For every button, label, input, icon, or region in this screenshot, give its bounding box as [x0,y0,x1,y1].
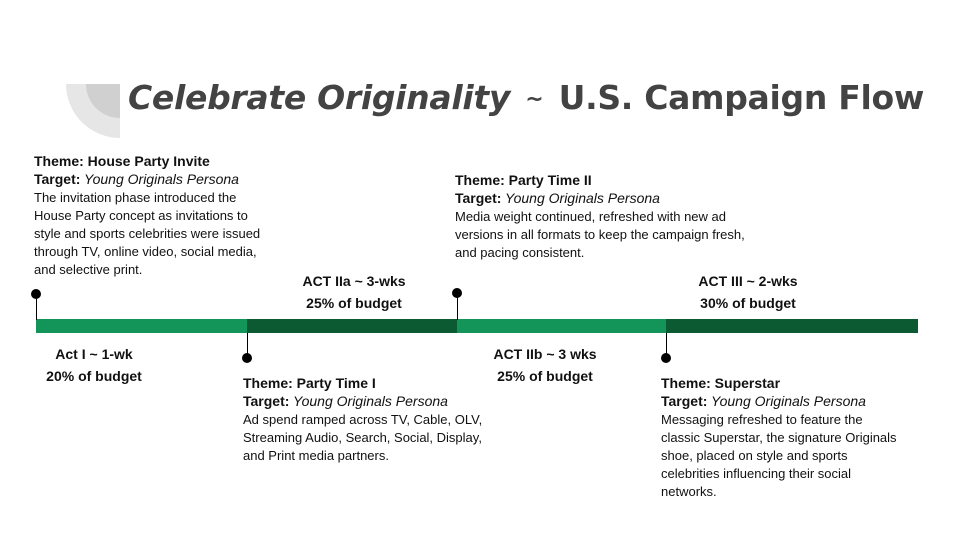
target-label: Target: [243,393,290,409]
act-label-1 [14,343,174,387]
title-main-part: U.S. Campaign Flow [558,78,925,117]
target-value: Young Originals Persona [505,190,660,206]
title-separator: ~ [525,87,544,112]
theme-heading: Theme: Party Time I [243,375,376,391]
target-line [661,392,901,411]
marker-dot-2 [242,353,252,363]
theme-description: Messaging refreshed to feature the classic Superstar, the signature Originals shoe, placed on style and sports celebrities influencing their social networks. [661,412,897,499]
act-name: ACT IIa ~ 3-wks [302,273,406,289]
theme-heading: Theme: Party Time II [455,172,592,188]
theme-description: Media weight continued, refreshed with new ad versions in all formats to keep the campaign fresh, and pacing consistent. [455,209,745,260]
theme-block-party-time-2 [455,171,755,262]
target-value: Young Originals Persona [84,171,239,187]
theme-description: The invitation phase introduced the House Party concept as invitations to style and sports celebrities were issued through TV, online video, social media, and selective print. [34,190,261,277]
act-budget: 30% of budget [700,295,796,311]
timeline-bar-act-1 [36,319,247,333]
target-line [455,189,755,208]
timeline-bar-act-2a [247,319,457,333]
target-label: Target: [34,171,81,187]
marker-dot-1 [31,289,41,299]
page-title [128,78,924,117]
act-name: Act I ~ 1-wk [55,346,133,362]
timeline-bar-act-3 [666,319,918,333]
act-label-2a [274,270,434,314]
title-italic-part: Celebrate Originality [128,78,511,117]
target-line [243,392,493,411]
marker-dot-3 [452,288,462,298]
target-label: Target: [661,393,708,409]
theme-block-superstar [661,374,901,501]
theme-heading: Theme: Superstar [661,375,781,391]
theme-block-house-party-invite [34,152,270,279]
theme-description: Ad spend ramped across TV, Cable, OLV, Streaming Audio, Search, Social, Display, and Print media partners. [243,412,483,463]
decorative-arc-graphic [66,84,120,138]
act-name: ACT IIb ~ 3 wks [493,346,597,362]
timeline-bar-act-2b [457,319,666,333]
marker-dot-4 [661,353,671,363]
act-budget: 20% of budget [46,368,142,384]
theme-heading: Theme: House Party Invite [34,153,210,169]
act-budget: 25% of budget [497,368,593,384]
target-value: Young Originals Persona [293,393,448,409]
act-name: ACT III ~ 2-wks [698,273,798,289]
target-value: Young Originals Persona [711,393,866,409]
act-label-3 [668,270,828,314]
act-budget: 25% of budget [306,295,402,311]
target-label: Target: [455,190,502,206]
target-line [34,170,270,189]
theme-block-party-time-1 [243,374,493,465]
